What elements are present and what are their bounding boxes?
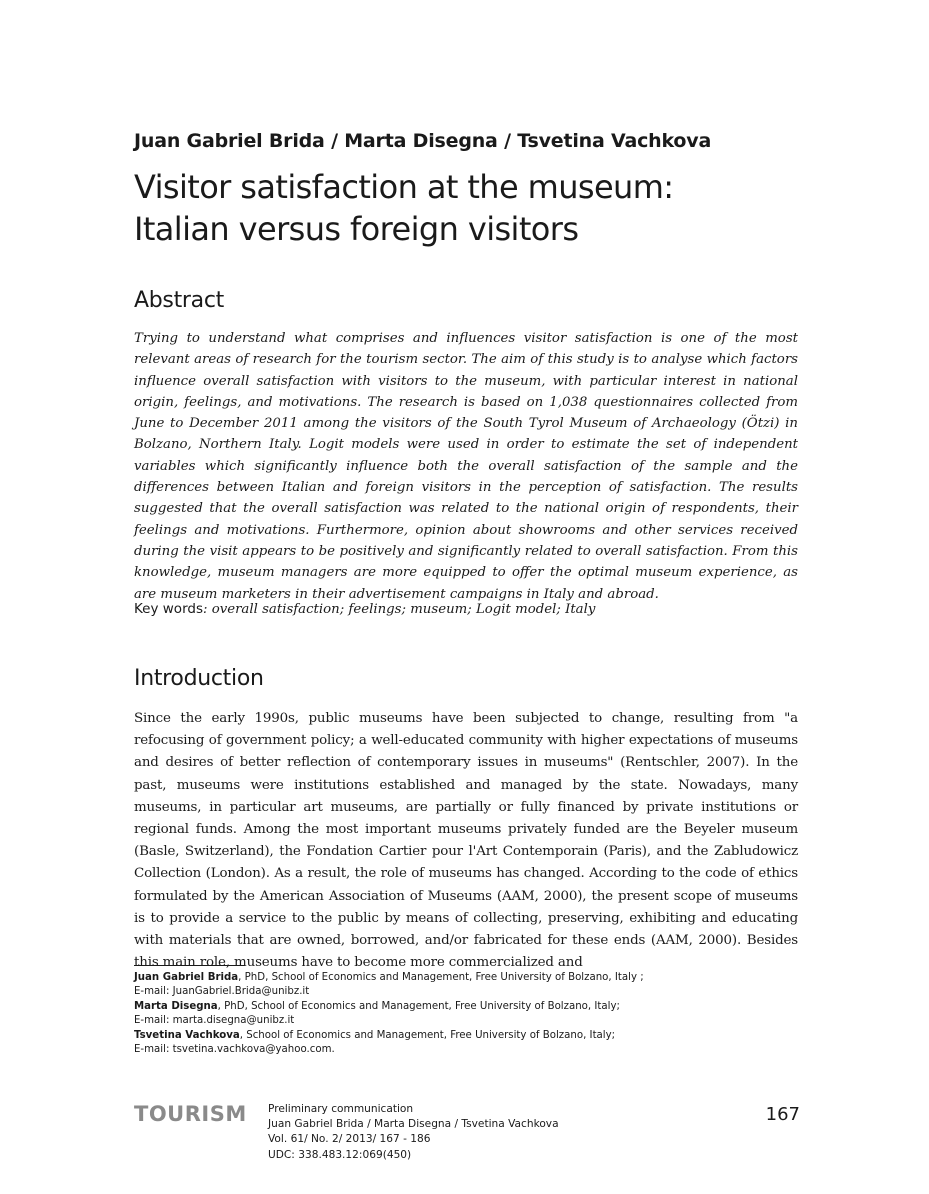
footnote-affiliation: , PhD, School of Economics and Management, Free University of Bolzano, Italy; [217, 1001, 620, 1013]
keywords-label: Key words [134, 601, 203, 617]
footnote-author-name: Tsvetina Vachkova [134, 1030, 240, 1042]
footnote-affiliation: , PhD, School of Economics and Management, Free University of Bolzano, Italy ; [238, 972, 644, 983]
keywords-line [134, 600, 798, 618]
journal-logo: TOURISM [134, 1102, 247, 1126]
footnote-email: E-mail: tsvetina.vachkova@yahoo.com. [134, 1043, 335, 1055]
footnotes [134, 971, 834, 1059]
footnote-affiliation: , School of Economics and Management, Free University of Bolzano, Italy; [239, 1030, 616, 1042]
footnote-author-name: Marta Disegna [134, 1001, 218, 1013]
footnote-author-name: Juan Gabriel Brida [134, 972, 239, 983]
footnote-disegna [134, 1000, 834, 1027]
publication-info [268, 1102, 668, 1163]
footnote-divider [134, 965, 244, 966]
footer-authors: Juan Gabriel Brida / Marta Disegna / Tsvetina Vachkova [268, 1118, 559, 1131]
footnote-brida [134, 971, 834, 998]
footnote-email: E-mail: JuanGabriel.Brida@unibz.it [134, 985, 310, 997]
udc-code: UDC: 338.483.12:069(450) [268, 1148, 412, 1161]
paper-title-line-2: Italian versus foreign visitors [134, 210, 579, 248]
volume-info: Vol. 61/ No. 2/ 2013/ 167 - 186 [268, 1133, 431, 1146]
footnote-email: E-mail: marta.disegna@unibz.it [134, 1014, 295, 1026]
page-number: 167 [765, 1104, 800, 1125]
paper-title-line-1: Visitor satisfaction at the museum: [134, 168, 674, 206]
abstract-text: Trying to understand what comprises and influences visitor satisfaction is one of the most relevant areas of research for the tourism sector. The aim of this study is to analyse which factors influence overall satisfaction with visitors to the museum, with particular interest in national origin, feelings, and motivations. The research is based on 1,038 questionnaires collected from June to December 2011 among the visitors of the South Tyrol Museum of Archaeology (Ötzi) in Bolzano, Northern Italy. Logit models were used in order to estimate the set of independent variables which significantly influence both the overall satisfaction of the sample and the differences between Italian and foreign visitors in the perception of satisfaction. The results suggested that the overall satisfaction was related to the national origin of respondents, their feelings and motivations. Furthermore, opinion about showrooms and other services received during the visit appears to be positively and significantly related to overall satisfaction. From this knowledge, museum managers are more equipped to offer the optimal museum experience, as are museum marketers in their advertisement campaigns in Italy and abroad. [134, 331, 798, 602]
author-line: Juan Gabriel Brida / Marta Disegna / Tsvetina Vachkova [134, 130, 712, 152]
abstract-heading: Abstract [134, 288, 224, 313]
introduction-text: Since the early 1990s, public museums have been subjected to change, resulting from "a refocusing of government policy; a well-educated community with higher expectations of museums and desires of better reflection of contemporary issues in museums" (Rentschler, 2007). In the past, museums were institutions established and managed by the state. Nowadays, many museums, in particular art museums, are partially or fully financed by private institutions or regional funds. Among the most important museums privately funded are the Beyeler museum (Basle, Switzerland), the Fondation Cartier pour l'Art Contemporain (Paris), and the Zabludowicz Collection (London). As a result, the role of museums has changed. According to the code of ethics formulated by the American Association of Museums (AAM, 2000), the present scope of museums is to provide a service to the public by means of collecting, preserving, exhibiting and educating with materials that are owned, borrowed, and/or fabricated for these ends (AAM, 2000). Besides this main role, museums have to become more commercialized and [134, 711, 798, 971]
keywords-text: : overall satisfaction; feelings; museum; Logit model; Italy [202, 602, 596, 617]
paper-title [134, 166, 834, 250]
introduction-heading: Introduction [134, 666, 264, 691]
paper-type: Preliminary communication [268, 1103, 414, 1115]
footnote-vachkova [134, 1029, 834, 1056]
